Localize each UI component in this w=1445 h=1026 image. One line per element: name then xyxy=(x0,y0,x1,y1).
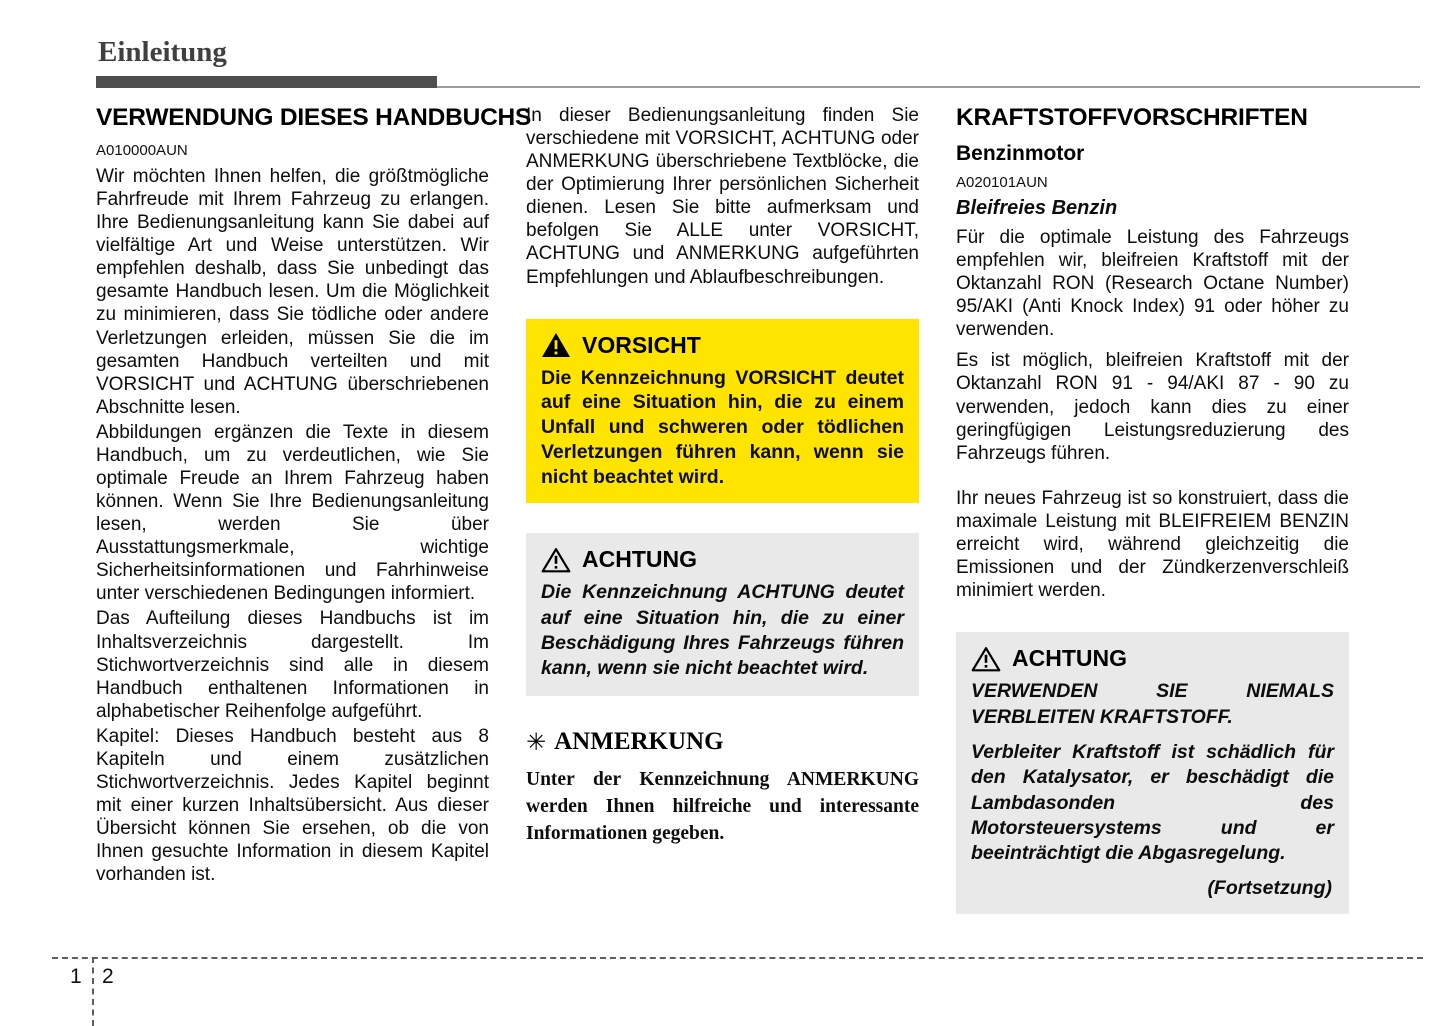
footer-page-number: 2 xyxy=(102,965,114,988)
fuel-type-heading: Bleifreies Benzin xyxy=(956,197,1118,219)
anmerkung-title xyxy=(526,728,919,756)
vorsicht-label: VORSICHT xyxy=(582,331,701,358)
achtung-fuel-lead-text: VERWENDEN SIE NIEMALS VERBLEITEN KRAFTSTOFF. xyxy=(971,680,1334,728)
achtung-notice-box xyxy=(526,533,919,695)
section-code: A020101AUN xyxy=(956,174,1048,191)
achtung-box-text: Die Kennzeichnung ACHTUNG deutet auf eine Situation hin, die zu einer Beschädigung Ihres Fahrzeugs führen kann, wenn sie nicht beachtet wird. xyxy=(541,581,904,680)
achtung-fuel-box xyxy=(956,632,1349,913)
header-rule-thick xyxy=(96,76,437,88)
body-paragraph: Abbildungen ergänzen die Texte in diesem Handbuch, um zu verdeutlichen, wie Sie optimale Freude an Ihrem Fahrzeug haben können. Wenn Sie Ihre Bedienungsanleitung lesen, werden Sie über Ausstattungsmerkmale, wichtige Sicherheitsinformationen und Fahrhinweise unter verschiedenen Bedingungen informiert. xyxy=(96,421,489,605)
body-paragraph: In dieser Bedienungsanleitung finden Sie verschiedene mit VORSICHT, ACHTUNG oder ANMERKUNG überschriebene Textblöcke, die der Optimierung Ihrer persönlichen Sicherheit dienen. Lesen Sie bitte aufmerksam und befolgen Sie ALLE unter VORSICHT, ACHTUNG und ANMERKUNG aufgeführten Empfehlungen und Ablaufbeschreibungen. xyxy=(526,105,919,288)
column-notices xyxy=(526,104,919,914)
body-paragraph: Ihr neues Fahrzeug ist so konstruiert, dass die maximale Leistung mit BLEIFREIEM BENZIN erreicht wird, während gleichzeitig die Emissionen und der Zündkerzenverschleiß minimiert werden. xyxy=(956,487,1349,602)
vorsicht-box-title xyxy=(541,332,904,359)
body-paragraph: Für die optimale Leistung des Fahrzeugs empfehlen wir, bleifreien Kraftstoff mit der Oktanzahl RON (Research Octane Number) 95/AKI (Anti Knock Index) 91 oder höher zu verwenden. xyxy=(956,227,1349,341)
achtung-label: ACHTUNG xyxy=(1012,645,1127,672)
warning-triangle-filled-icon xyxy=(541,332,571,358)
continuation-note: (Fortsetzung) xyxy=(1207,876,1332,899)
subsection-heading-petrol: Benzinmotor xyxy=(956,142,1085,165)
warning-triangle-outline-icon xyxy=(971,646,1001,672)
anmerkung-label: ANMERKUNG xyxy=(554,727,724,755)
section-code: A010000AUN xyxy=(96,142,188,159)
footer-dashed-rule xyxy=(52,957,1423,959)
body-paragraph: Das Aufteilung dieses Handbuchs ist im Inhaltsverzeichnis dargestellt. Im Stichwortverzeichnis sind alle in diesem Handbuch enthaltenen Informationen in alphabetischer Reihenfolge aufgeführt. xyxy=(96,608,489,722)
header-rule xyxy=(96,76,1420,88)
page-header xyxy=(96,36,1420,88)
column-fuel-requirements xyxy=(956,104,1349,914)
body-paragraph: Kapitel: Dieses Handbuch besteht aus 8 Kapiteln und einem zusätzlichen Stichwortverzeichnis. Jedes Kapitel beginnt mit einer kurzen Inhaltsübersicht. Aus dieser Übersicht können Sie ersehen, ob die von Ihnen gesuchte Information in diesem Kapitel vorhanden ist. xyxy=(96,725,489,886)
chapter-title: Einleitung xyxy=(98,36,227,68)
anmerkung-text: Unter der Kennzeichnung ANMERKUNG werden Ihnen hilfreiche und interessante Informationen gegeben. xyxy=(526,768,919,845)
footer-chapter-number: 1 xyxy=(70,965,82,988)
warning-triangle-outline-icon xyxy=(541,547,571,573)
vorsicht-box-text: Die Kennzeichnung VORSICHT deutet auf eine Situation hin, die zu einem Unfall und schweren oder tödlichen Verletzungen führen kann, wenn sie nicht beachtet wird. xyxy=(541,366,904,488)
footer-vertical-dashed-rule xyxy=(92,957,94,1026)
asterisk-icon: ✳ xyxy=(526,727,547,756)
column-handbook-usage xyxy=(96,104,532,914)
achtung-label: ACHTUNG xyxy=(582,546,697,573)
vorsicht-warning-box xyxy=(526,319,919,504)
anmerkung-note xyxy=(526,728,919,848)
body-paragraph: Wir möchten Ihnen helfen, die größtmögliche Fahrfreude mit Ihrem Fahrzeug zu erlangen. Ihre Bedienungsanleitung kann Sie dabei auf vielfältige Art und Weise unterstützen. Wir empfehlen deshalb, dass Sie unbedingt das gesamte Handbuch lesen. Um die Möglichkeit zu minimieren, dass Sie tödliche oder andere Verletzungen erleiden, müssen Sie die im gesamten Handbuch verteilten und mit VORSICHT und ACHTUNG überschriebenen Abschnitte lesen. xyxy=(96,166,489,418)
achtung-fuel-body-text: Verbleiter Kraftstoff ist schädlich für den Katalysator, er beschädigt die Lambdasonden des Motorsteuersystems und er beeinträchtigt die Abgasregelung. xyxy=(971,740,1334,865)
achtung-box-title xyxy=(541,546,904,573)
body-paragraph: Es ist möglich, bleifreien Kraftstoff mit der Oktanzahl RON 91 - 94/AKI 87 - 90 zu verwenden, jedoch kann dies zu einer geringfügigen Leistungsreduzierung des Fahrzeugs führen. xyxy=(956,350,1349,464)
content-columns xyxy=(96,104,1349,914)
section-heading-handbook: VERWENDUNG DIESES HANDBUCHS xyxy=(96,104,532,131)
section-heading-fuel: KRAFTSTOFFVORSCHRIFTEN xyxy=(956,104,1308,131)
achtung-fuel-box-title xyxy=(971,645,1334,672)
